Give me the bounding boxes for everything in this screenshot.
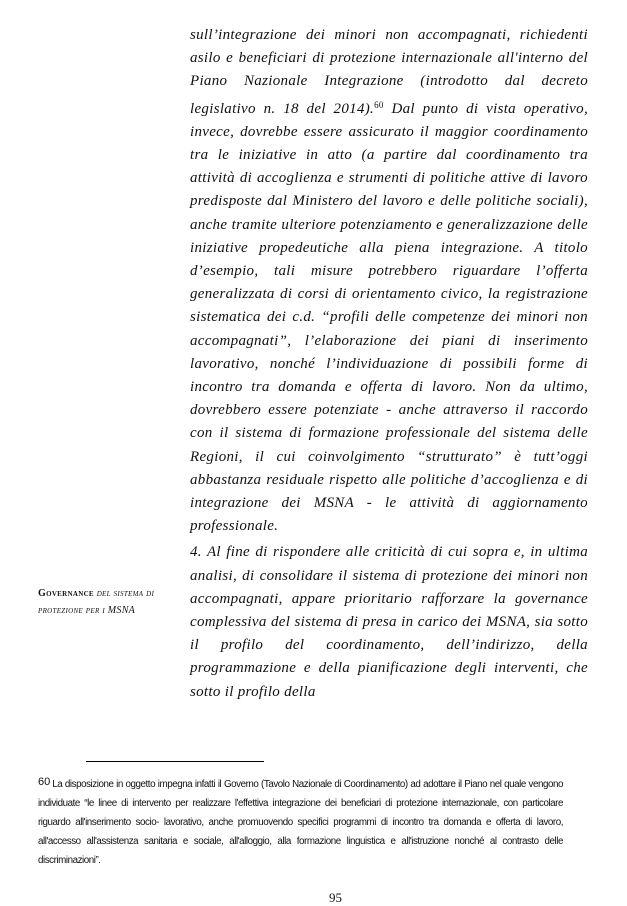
page-number: 95 [329, 890, 342, 905]
margin-note-bold: Governance [38, 588, 94, 599]
main-body-text [190, 24, 588, 704]
paragraph-1-text: sull’integrazione dei minori non accompagnati, richiedenti asilo e beneficiari di protezione internazionale all'interno del Piano Nazionale Integrazione (introdotto dal decreto legislativo n. 18 del 2014). [190, 27, 588, 117]
footnote-text: La disposizione in oggetto impegna infatti il Governo (Tavolo Nazionale di Coordinamento) ad adottare il Piano nel quale vengono individuate “le linee di intervento per realizzare l'effettiva integrazione dei beneficiari di protezione internazionale, con particolare riguardo all'inserimento socio- lavorativo, anche promuovendo specifici programmi di incontro tra domanda e offerta di lavoro, all'accesso all'assistenza sanitaria e sociale, all'alloggio, alla formazione linguistica e all'istruzione nonché al contrasto delle discriminazioni”. [38, 779, 563, 866]
footnote-separator [86, 761, 264, 762]
paragraph-2: 4. Al fine di rispondere alle criticità di cui sopra e, in ultima analisi, di consolidare il sistema di protezione dei minori non accompagnati, appare prioritario rafforzare la governance complessiva del sistema di presa in carico dei MSNA, sia sotto il profilo del coordinamento, dell’indirizzo, della programmazione e della pianificazione degli interventi, che sotto il profilo della [190, 544, 588, 700]
margin-note-italic: del sistema di protezione per i MSNA [38, 588, 155, 616]
footnote-reference[interactable]: 60 [374, 99, 384, 110]
footnote [38, 773, 563, 870]
footnote-number: 60 [38, 776, 51, 788]
paragraph-1-continued: Dal punto di vista operativo, invece, dovrebbe essere assicurato il maggior coordinamento tra le iniziative in atto (a partire dal coordinamento tra attività di accoglienza e strumenti di politiche attive di lavoro predisposte dal Ministero del lavoro e delle politiche sociali), anche tramite ulteriore potenziamento e generalizzazione delle iniziative propedeutiche alla piena integrazione. A titolo d’esempio, tali misure potrebbero riguardare l’offerta generalizzata di corsi di orientamento civico, la registrazione sistematica dei c.d. “profili delle competenze dei minori non accompagnati”, l’elaborazione dei piani di inserimento lavorativo, nonché l’individuazione di possibili forme di incontro tra domanda e offerta di lavoro. Non da ultimo, dovrebbero essere potenziate - anche attraverso il raccordo con il sistema di formazione professionale del sistema delle Regioni, il cui coinvolgimento “strutturato” è tutt’oggi abbastanza residuale rispetto alle politiche d’accoglienza e di integrazione dei MSNA - le attività di aggiornamento professionale. [190, 100, 588, 535]
paragraph-1 [190, 24, 588, 538]
margin-note [38, 585, 158, 619]
